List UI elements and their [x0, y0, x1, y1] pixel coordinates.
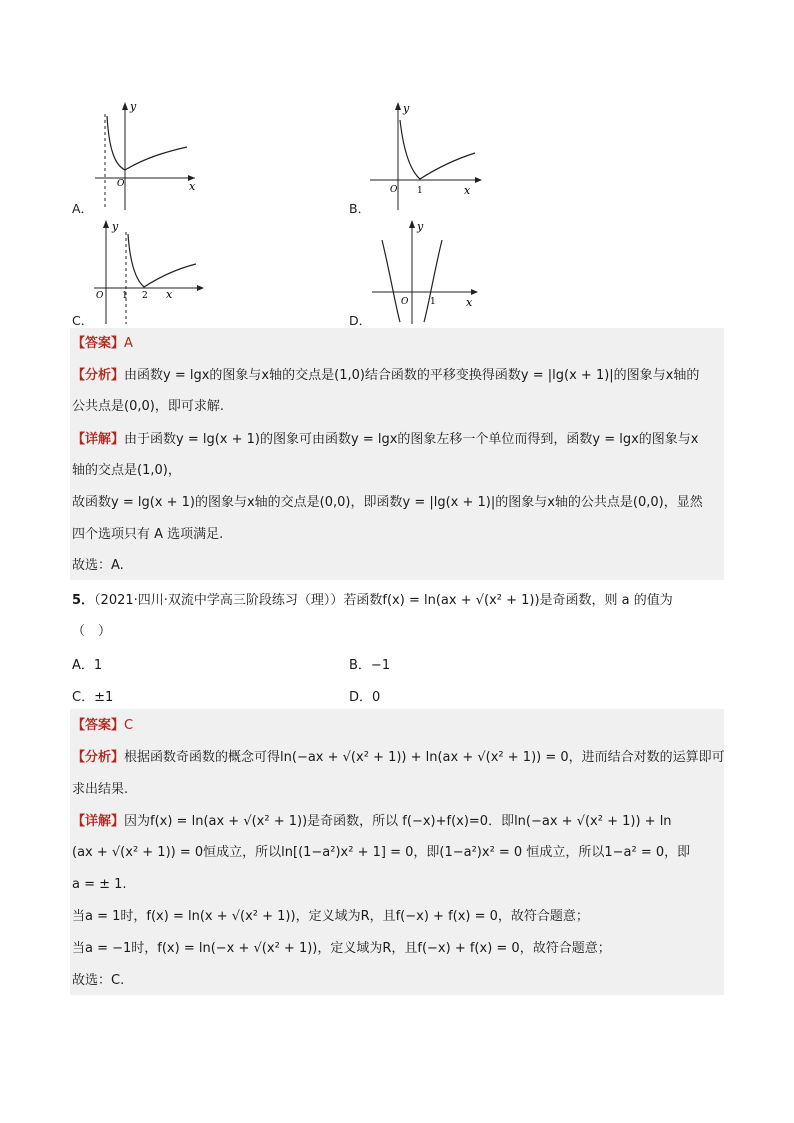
- analysis-text: 根据函数奇函数的概念可得ln(−ax + √(x² + 1)) + ln(ax + √(x² + 1)) = 0，进而结合对数的运算即可: [124, 750, 725, 765]
- x-axis-label: x: [464, 184, 471, 197]
- graph-option-b: [368, 100, 488, 212]
- q5-choice-c[interactable]: [72, 686, 113, 705]
- q5-choose-line: 故选：C.: [72, 973, 125, 988]
- q5-detail-line-1: [72, 812, 672, 832]
- q5-detail-line-2: (ax + √(x² + 1)) = 0恒成立，所以ln[(1−a²)x² + 1] = 0，即(1−a²)x² = 0 恒成立，所以1−a² = 0，即: [72, 845, 691, 860]
- tick-one-label: 1: [122, 291, 128, 301]
- q5-number: 5．: [72, 593, 95, 608]
- detail-text: 因为f(x) = ln(ax + √(x² + 1))是奇函数，所以 f(−x)+f(x)=0．即ln(−ax + √(x² + 1)) + ln: [124, 814, 672, 829]
- y-axis-label: y: [417, 220, 424, 233]
- analysis-tag: 【分析】: [72, 750, 125, 765]
- prev-analysis-line-1: [72, 366, 699, 386]
- graph-option-a: [95, 100, 205, 212]
- choice-label: C．: [72, 690, 95, 705]
- y-axis-label: y: [403, 102, 410, 115]
- choice-value: ±1: [94, 690, 114, 705]
- q5-detail-line-4: 当a = 1时，f(x) = ln(x + √(x² + 1))，定义域为R，且f(−x) + f(x) = 0，故符合题意；: [72, 909, 589, 924]
- choice-value: 1: [93, 658, 103, 673]
- answer-value: A: [124, 336, 133, 351]
- tick-one-label: 1: [430, 297, 436, 307]
- q5-detail-line-5: 当a = −1时，f(x) = ln(−x + √(x² + 1))，定义域为R，且f(−x) + f(x) = 0，故符合题意；: [72, 941, 611, 956]
- prev-answer-line: [72, 334, 133, 354]
- q5-choice-b[interactable]: [349, 654, 390, 673]
- graph-b-label: B．: [349, 201, 371, 216]
- choice-value: −1: [370, 658, 391, 673]
- origin-label: O: [390, 185, 398, 195]
- graph-c-label: C．: [72, 313, 94, 328]
- q5-source: （2021·四川·双流中学高三阶段练习（理））: [94, 593, 344, 608]
- prev-detail-line-3: 故函数y = lg(x + 1)的图象与x轴的交点是(0,0)，即函数y = |lg(x + 1)|的图象与x轴的公共点是(0,0)，显然: [72, 495, 703, 510]
- q5-stem-line: [72, 589, 673, 608]
- x-axis-label: x: [466, 296, 473, 309]
- prev-choose-line: 故选：A.: [72, 558, 124, 573]
- choice-value: 0: [372, 690, 381, 705]
- choice-label: B．: [349, 658, 371, 673]
- origin-label: O: [96, 291, 104, 301]
- detail-text: 由于函数y = lg(x + 1)的图象可由函数y = lgx的图象左移一个单位而得到，函数y = lgx的图象与x: [124, 432, 699, 447]
- q5-choice-a[interactable]: [72, 654, 102, 673]
- tick-one-label: 1: [417, 186, 423, 196]
- prev-analysis-line-2: 公共点是(0,0)，即可求解.: [72, 399, 224, 414]
- origin-label: O: [401, 297, 409, 307]
- q5-choice-d[interactable]: [349, 686, 380, 705]
- choice-label: D．: [349, 690, 373, 705]
- q5-detail-line-3: a = ± 1.: [72, 877, 127, 892]
- answer-tag: 【答案】: [72, 718, 125, 733]
- graph-option-c: [92, 218, 212, 326]
- answer-tag: 【答案】: [72, 336, 125, 351]
- q5-analysis-line-1: [72, 748, 725, 768]
- tick-two-label: 2: [142, 291, 148, 301]
- q5-stem: 若函数f(x) = ln(ax + √(x² + 1))是奇函数，则 a 的值为: [343, 593, 673, 608]
- y-axis-label: y: [130, 100, 137, 113]
- graph-d-label: D．: [349, 313, 372, 328]
- detail-tag: 【详解】: [72, 814, 125, 829]
- q5-analysis-line-2: 求出结果.: [72, 782, 129, 797]
- x-axis-label: x: [166, 288, 173, 301]
- graph-option-d: [370, 218, 485, 326]
- answer-value: C: [124, 718, 134, 733]
- x-axis-label: x: [189, 180, 196, 193]
- y-axis-label: y: [112, 220, 119, 233]
- detail-tag: 【详解】: [72, 432, 125, 447]
- q5-paren: （ ）: [72, 624, 112, 639]
- prev-detail-line-4: 四个选项只有 A 选项满足.: [72, 527, 224, 542]
- origin-label: O: [117, 179, 125, 189]
- analysis-text: 由函数y = lgx的图象与x轴的交点是(1,0)结合函数的平移变换得函数y = |lg(x + 1)|的图象与x轴的: [124, 368, 700, 383]
- prev-detail-line-2: 轴的交点是(1,0)，: [72, 463, 181, 478]
- analysis-tag: 【分析】: [72, 368, 125, 383]
- choice-label: A．: [72, 658, 94, 673]
- q5-answer-line: [72, 716, 133, 736]
- graph-a-label: A．: [72, 201, 94, 216]
- prev-detail-line-1: [72, 430, 699, 450]
